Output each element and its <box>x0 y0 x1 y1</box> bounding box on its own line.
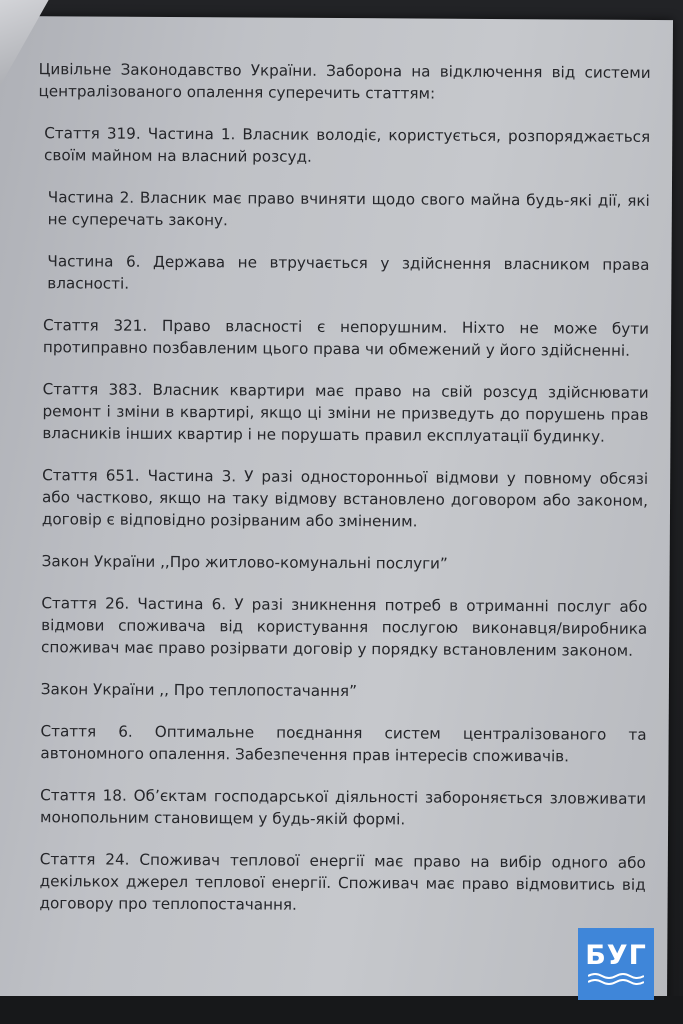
paragraph-article-651: Стаття 651. Частина 3. У разі односторонньої відмови у повному обсязі або частково, якщо на таку відмову встановлено договором або законом, договір є відповідно розірваним або зміненим. <box>41 466 649 531</box>
heading-law-heat-supply: Закон України ,, Про теплопостачання” <box>40 680 358 701</box>
paragraph-article-319-part-6: Частина 6. Держава не втручається у здійснення власником права власності. <box>47 252 650 293</box>
paragraph-intro: Цивільне Законодавство України. Заборона на відключення від системи централізованого опалення суперечить статтям: <box>38 60 651 103</box>
paragraph-article-6: Стаття 6. Оптимальне поєднання систем централізованого та автономного опалення. Забезпечення прав інтересів споживачів. <box>40 722 647 766</box>
paragraph-article-26: Стаття 26. Частина 6. У разі зникнення потреб в отриманні послуг або відмови споживача від користування послугою виконавця/виробника споживач має право розірвати договір у порядку встановленим законом. <box>41 594 648 660</box>
paragraph-article-24: Стаття 24. Споживач теплової енергії має право на вибір одного або декількох джерел теплової енергії. Споживач має право відмовитись від договору про теплопостачання. <box>39 850 646 914</box>
paragraph-article-321: Стаття 321. Право власності є непорушним. Ніхто не може бути протиправно позбавленим цього права чи обмежений у його здійсненні. <box>42 316 650 360</box>
paragraph-article-383: Стаття 383. Власник квартири має право на свій розсуд здійснювати ремонт і зміни в квартирі, якщо ці зміни не призведуть до порушень прав власників інших квартир і не порушать правил експлуатації будинку. <box>42 380 649 446</box>
document-text <box>33 58 650 938</box>
heading-law-housing-services: Закон України ,,Про житлово-комунальні послуги” <box>41 552 448 573</box>
paragraph-article-18: Стаття 18. Об’єктам господарської діяльності забороняється зловживати монопольним становищем у будь-якій формі. <box>39 786 647 829</box>
wave-icon <box>588 972 644 986</box>
paragraph-article-319-part-2: Частина 2. Власник має право вчиняти щодо свого майна будь-які дії, які не суперечать закону. <box>47 188 650 230</box>
watermark-text: БУГ <box>585 940 647 971</box>
watermark-logo <box>578 928 654 1000</box>
paragraph-article-319-part-1: Стаття 319. Частина 1. Власник володіє, користується, розпоряджається своїм майном на власний розсуд. <box>44 124 651 166</box>
table-edge <box>0 996 683 1024</box>
